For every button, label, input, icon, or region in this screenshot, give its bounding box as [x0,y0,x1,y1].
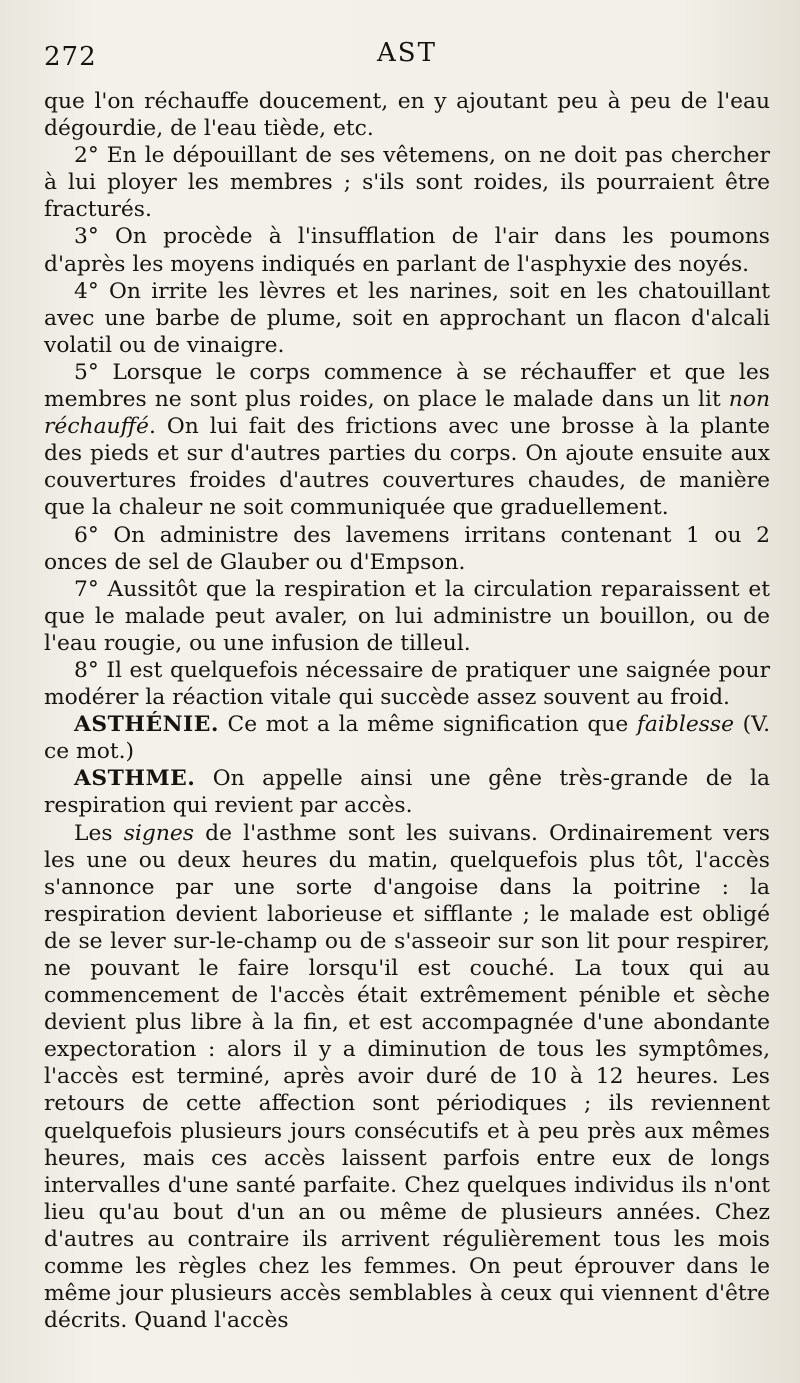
paragraph-step-6 [44,522,770,576]
paragraph-text: 6° On administre des lavemens irritans contenant 1 ou 2 onces de sel de Glauber ou d'Empson. [44,522,770,575]
paragraph-step-7 [44,576,770,657]
running-head: AST [377,38,437,68]
paragraph-text: 2° En le dépouillant de ses vêtemens, on ne doit pas chercher à lui ployer les membres ; s'ils sont roides, ils pourraient être fracturés. [44,143,770,223]
paragraph-text: 4° On irrite les lèvres et les narines, soit en les chatouillant avec une barbe de plume, soit en approchant un flacon d'alcali volatil ou de vinaigre. [44,278,770,358]
paragraph-step-5 [44,359,770,522]
entry-asthenie [44,711,770,765]
paragraph-text: 5° Lorsque le corps commence à se réchauffer et que les membres ne sont plus roides, on place le malade dans un lit [44,359,770,413]
paragraph-text: 8° Il est quelquefois nécessaire de pratiquer une saignée pour modérer la réaction vitale qui succède assez souvent au froid. [44,657,770,711]
italic-text: signes [123,820,194,846]
body-text [44,88,770,1334]
paragraph-text: (V. ce mot.) [44,712,770,765]
paragraph-text: que l'on réchauffe doucement, en y ajoutant peu à peu de l'eau dégourdie, de l'eau tiède, etc. [44,89,770,142]
paragraph-text: Les [74,820,124,846]
paragraph-text: 3° On procède à l'insufflation de l'air dans les poumons d'après les moyens indiqués en parlant de l'asphyxie des noyés. [44,224,770,277]
italic-text: non réchauffé [44,387,770,440]
paragraph-continued [44,88,770,142]
paragraph-text: On appelle ainsi une gêne très-grande de la respiration qui revient par accès. [44,766,770,819]
paragraph-step-3 [44,223,770,277]
cross-reference-link: faiblesse [636,712,734,738]
entry-headword: ASTHÉNIE. [74,712,219,738]
paragraph-text: . On lui fait des frictions avec une brosse à la plante des pieds et sur d'autres parties du corps. On ajoute ensuite aux couvertures froides d'autres couvertures chaudes, de manière que la chaleur ne soit communiquée que graduellement. [44,414,770,521]
page-number: 272 [44,42,97,72]
paragraph-step-2 [44,142,770,223]
paragraph-text: de l'asthme sont les suivans. Ordinairement vers les une ou deux heures du matin, quelquefois plus tôt, l'accès s'annonce par une sorte d'angoise dans la poitrine : la respiration devient laborieuse et sifflante ; le malade est obligé de se lever sur-le-champ ou de s'asseoir sur son lit pour respirer, ne pouvant le faire lorsqu'il est couché. La toux qui au commencement de l'accès était extrêmement pénible et sèche devient plus libre à la fin, et est accompagnée d'une abondante expectoration : alors il y a diminution de tous les symptômes, l'accès est terminé, après avoir duré de 10 à 12 heures. Les retours de cette affection sont périodiques ; ils reviennent quelquefois plusieurs jours consécutifs et à peu près aux mêmes heures, mais ces accès laissent parfois entre eux de longs intervalles d'une santé parfaite. Chez quelques individus ils n'ont lieu qu'au bout d'un an ou même de plusieurs années. Chez d'autres au contraire ils arrivent régulièrement tous les mois comme les règles chez les femmes. On peut éprouver dans le même jour plusieurs accès semblables à ceux qui viennent d'être décrits. Quand l'accès [44,820,770,1334]
paragraph-step-8 [44,657,770,711]
paragraph-step-4 [44,278,770,359]
page-header [44,36,770,88]
paragraph-signes [44,820,770,1335]
paragraph-text: Ce mot a la même signification que [218,712,637,738]
paragraph-text: 7° Aussitôt que la respiration et la circulation reparaissent et que le malade peut avaler, on lui administre un bouillon, ou de l'eau rougie, ou une infusion de tilleul. [44,576,770,656]
entry-headword: ASTHME. [74,766,196,792]
entry-asthme [44,765,770,819]
